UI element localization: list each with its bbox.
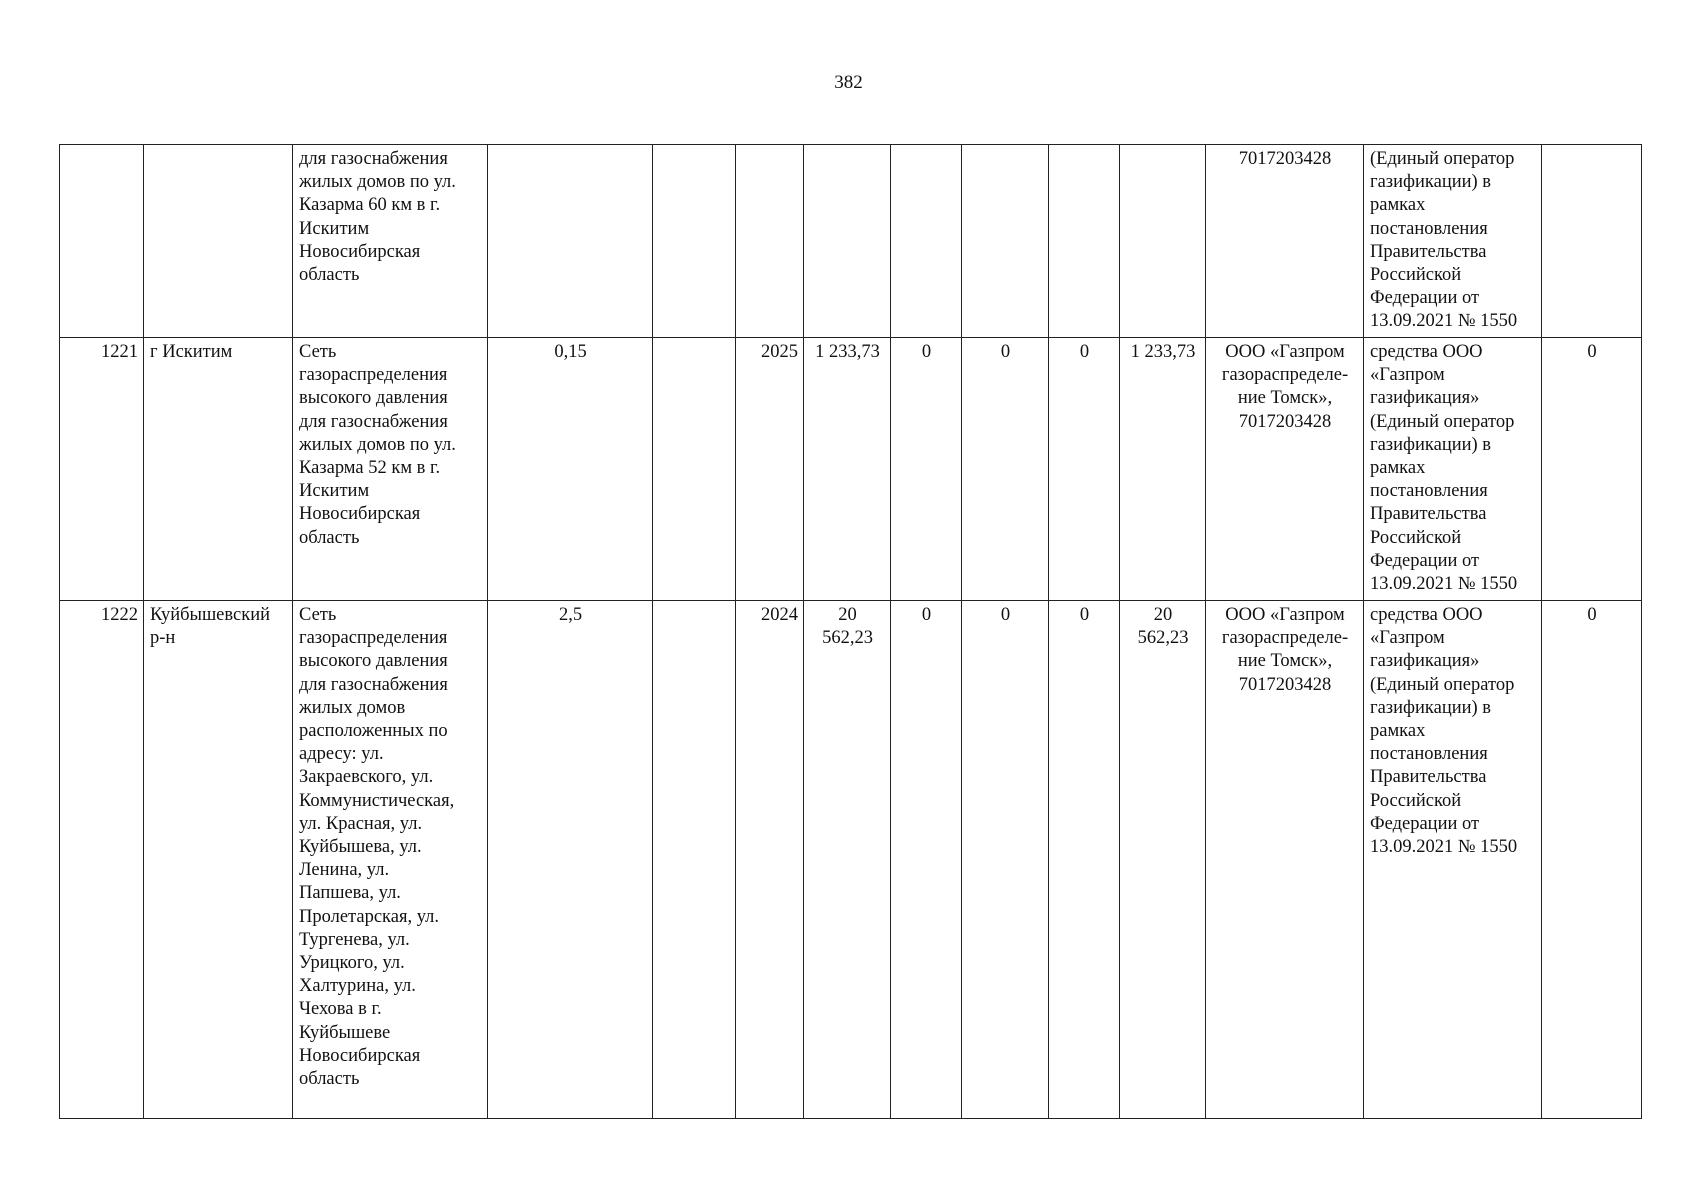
cell-last: 0 xyxy=(1542,338,1642,601)
cell-empty xyxy=(653,145,736,338)
cell-value: 0 xyxy=(962,338,1049,601)
cell-number: 1222 xyxy=(60,601,144,1119)
cell-funding-source: средства ООО «Газпром газификация» (Единый оператор газификации) в рамках постановления Правительства Российской Федерации от 13.09.2021 № 1550 xyxy=(1364,601,1542,1119)
cell-length: 0,15 xyxy=(488,338,653,601)
cell-value xyxy=(962,145,1049,338)
cell-total: 1 233,73 xyxy=(804,338,891,601)
cell-municipality xyxy=(144,145,293,338)
cell-length: 2,5 xyxy=(488,601,653,1119)
data-table xyxy=(59,144,1642,1119)
cell-value: 20 562,23 xyxy=(1120,601,1206,1119)
cell-organization: ООО «Газпром газораспределе- ние Томск», 7017203428 xyxy=(1206,601,1364,1119)
page-number: 382 xyxy=(834,72,863,93)
cell-empty xyxy=(653,338,736,601)
cell-last xyxy=(1542,145,1642,338)
table-row xyxy=(60,145,1642,338)
cell-empty xyxy=(653,601,736,1119)
table-row xyxy=(60,601,1642,1119)
cell-total: 20 562,23 xyxy=(804,601,891,1119)
cell-number xyxy=(60,145,144,338)
cell-total xyxy=(804,145,891,338)
cell-value: 0 xyxy=(1049,338,1120,601)
cell-organization: ООО «Газпром газораспределе- ние Томск», 7017203428 xyxy=(1206,338,1364,601)
cell-last: 0 xyxy=(1542,601,1642,1119)
cell-description: Сеть газораспределения высокого давления для газоснабжения жилых домов по ул. Казарма 52 км в г. Искитим Новосибирская область xyxy=(293,338,488,601)
cell-year: 2024 xyxy=(736,601,804,1119)
table-row xyxy=(60,338,1642,601)
cell-description: для газоснабжения жилых домов по ул. Казарма 60 км в г. Искитим Новосибирская область xyxy=(293,145,488,338)
cell-number: 1221 xyxy=(60,338,144,601)
cell-value: 0 xyxy=(1049,601,1120,1119)
cell-funding-source: (Единый оператор газификации) в рамках постановления Правительства Российской Федерации от 13.09.2021 № 1550 xyxy=(1364,145,1542,338)
cell-value: 1 233,73 xyxy=(1120,338,1206,601)
cell-value xyxy=(1120,145,1206,338)
cell-funding-source: средства ООО «Газпром газификация» (Единый оператор газификации) в рамках постановления Правительства Российской Федерации от 13.09.2021 № 1550 xyxy=(1364,338,1542,601)
cell-value xyxy=(891,145,962,338)
cell-year xyxy=(736,145,804,338)
cell-municipality: Куйбышевский р-н xyxy=(144,601,293,1119)
cell-value xyxy=(1049,145,1120,338)
cell-value: 0 xyxy=(891,338,962,601)
cell-description: Сеть газораспределения высокого давления для газоснабжения жилых домов расположенных по адресу: ул. Закраевского, ул. Коммунистическая, ул. Красная, ул. Куйбышева, ул. Ленина, ул. Папшева, ул. Пролетарская, ул. Тургенева, ул. Урицкого, ул. Халтурина, ул. Чехова в г. Куйбышеве Новосибирская область xyxy=(293,601,488,1119)
cell-value: 0 xyxy=(891,601,962,1119)
cell-year: 2025 xyxy=(736,338,804,601)
cell-length xyxy=(488,145,653,338)
cell-municipality: г Искитим xyxy=(144,338,293,601)
cell-organization: 7017203428 xyxy=(1206,145,1364,338)
cell-value: 0 xyxy=(962,601,1049,1119)
